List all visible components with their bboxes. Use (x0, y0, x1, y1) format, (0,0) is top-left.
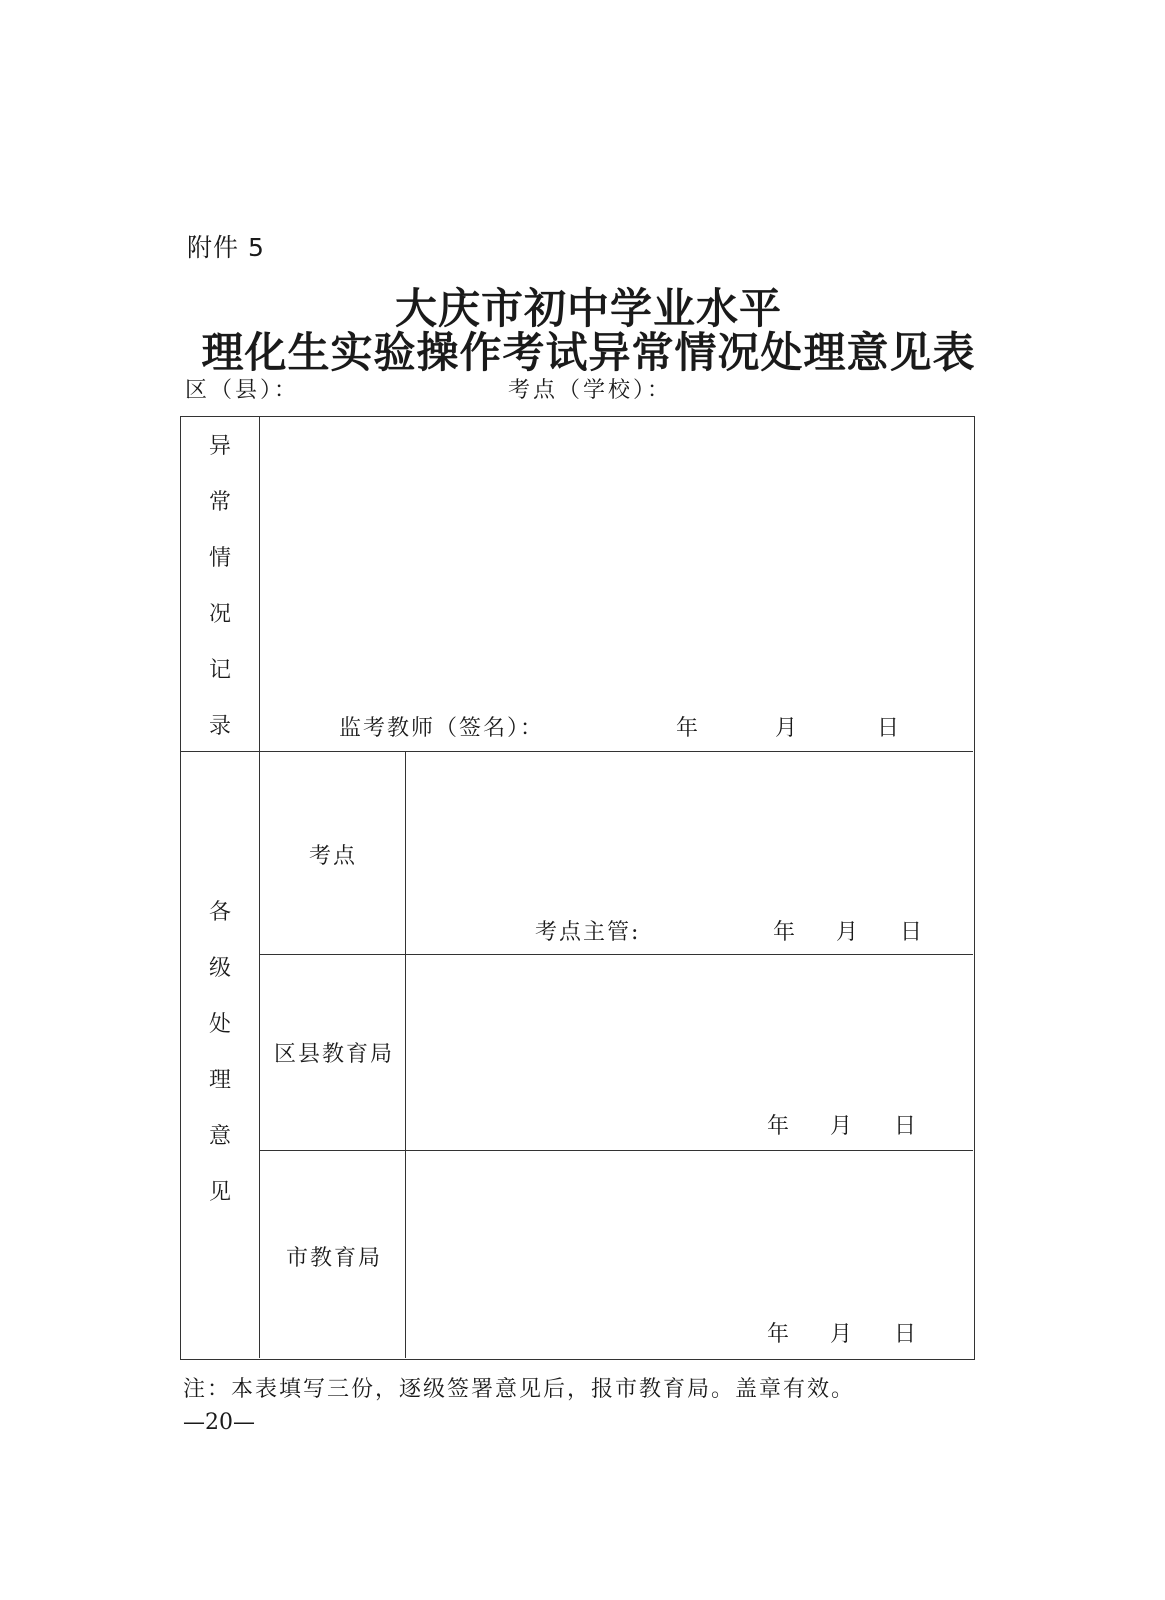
district-bureau-opinion-field[interactable] (410, 960, 970, 1100)
label-char: 异 (208, 434, 231, 459)
label-char: 录 (208, 714, 231, 739)
label-char: 记 (208, 658, 231, 683)
site-month: 月 (836, 920, 859, 945)
row-divider-2 (259, 1150, 973, 1151)
abnormal-record-field[interactable] (263, 421, 969, 691)
city-day: 日 (894, 1322, 917, 1347)
district-bureau-row-label: 区县教育局 (274, 1042, 395, 1067)
site-supervisor-label: 考点主管: (535, 920, 641, 945)
district-label: 区（县）： (185, 378, 300, 403)
invigilator-day: 日 (877, 716, 900, 741)
city-year: 年 (767, 1322, 790, 1347)
district-year: 年 (767, 1114, 790, 1139)
exam-site-row-label: 考点 (309, 844, 358, 869)
left-column-divider (259, 417, 260, 1358)
name-column-divider (405, 751, 406, 1358)
label-char: 情 (208, 546, 231, 571)
label-char: 常 (208, 490, 231, 515)
exam-site-opinion-field[interactable] (410, 757, 970, 907)
invigilator-signature-label: 监考教师（签名）： (339, 716, 545, 741)
abnormal-record-label (200, 419, 240, 755)
page-number: —20— (183, 1410, 255, 1435)
label-char: 各 (208, 900, 231, 925)
footnote: 注：本表填写三份，逐级签署意见后，报市教育局。盖章有效。 (183, 1377, 856, 1402)
abnormal-situation-form (180, 416, 975, 1360)
district-month: 月 (830, 1114, 853, 1139)
form-title-line1: 大庆市初中学业水平 (394, 284, 782, 333)
city-bureau-row-label: 市教育局 (286, 1246, 383, 1271)
label-char: 级 (208, 956, 231, 981)
city-bureau-opinion-field[interactable] (410, 1156, 970, 1306)
city-month: 月 (830, 1322, 853, 1347)
label-char: 况 (208, 602, 231, 627)
label-char: 见 (208, 1180, 231, 1205)
site-year: 年 (773, 920, 796, 945)
label-char: 意 (208, 1124, 231, 1149)
invigilator-year: 年 (676, 716, 699, 741)
attachment-label: 附件 5 (187, 233, 265, 262)
level-opinions-label (200, 885, 240, 1221)
section-divider (181, 751, 973, 752)
row-divider-1 (259, 954, 973, 955)
form-title-line2: 理化生实验操作考试异常情况处理意见表 (201, 328, 976, 377)
district-day: 日 (894, 1114, 917, 1139)
exam-site-label: 考点（学校）： (508, 378, 673, 403)
label-char: 处 (208, 1012, 231, 1037)
site-day: 日 (900, 920, 923, 945)
invigilator-month: 月 (775, 716, 798, 741)
label-char: 理 (208, 1068, 231, 1093)
